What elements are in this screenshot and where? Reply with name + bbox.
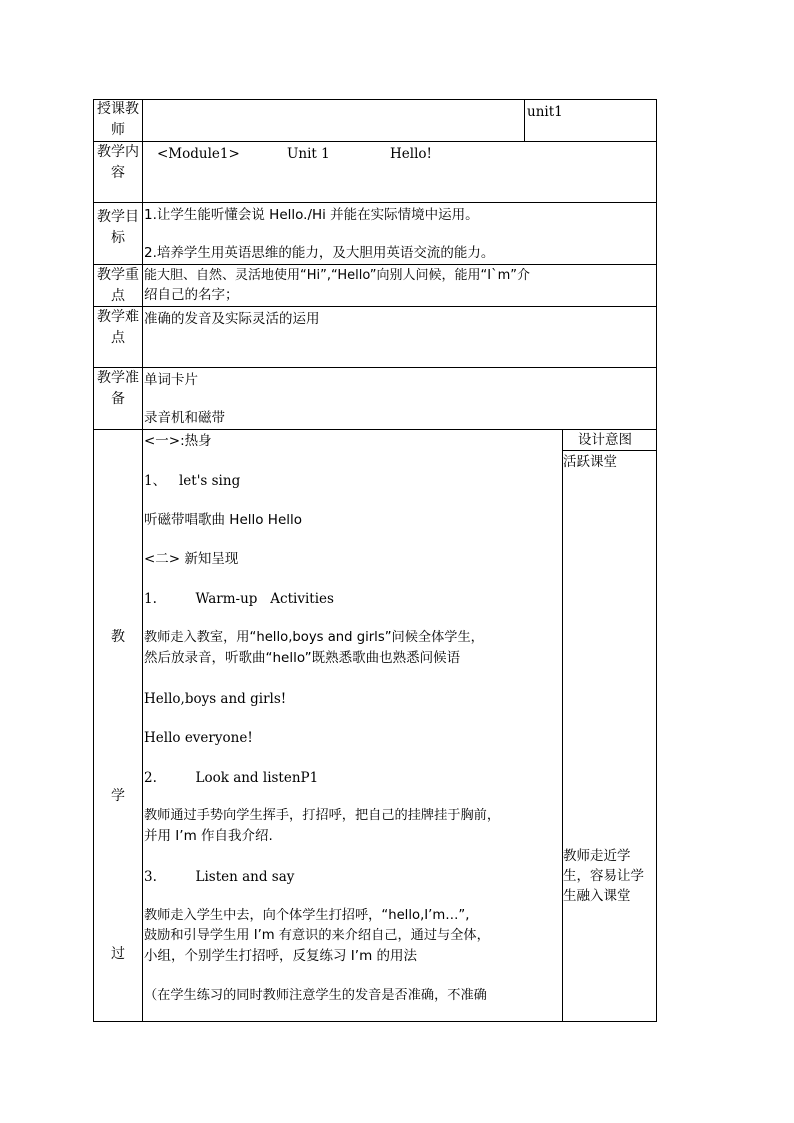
row-divider — [93, 367, 657, 368]
process-line: 2. Look and listenP1 — [144, 770, 319, 786]
process-line: 听磁带唱歌曲 Hello Hello — [144, 512, 303, 528]
process-line: 小组，个别学生打招呼，反复练习 I’m 的用法 — [144, 948, 418, 964]
row-divider — [93, 202, 657, 203]
process-line: 并用 I’m 作自我介绍. — [144, 828, 273, 844]
row-divider — [93, 429, 657, 430]
process-line: 教师通过手势向学生挥手，打招呼，把自己的挂牌挂于胸前， — [144, 808, 501, 823]
design-note: 活跃课堂 — [563, 454, 617, 470]
row-divider — [93, 141, 657, 142]
process-line: <一>:热身 — [144, 433, 212, 449]
process-line: 3. Listen and say — [144, 869, 295, 885]
preparation-item: 单词卡片 — [144, 372, 198, 388]
difficulties-text: 准确的发音及实际灵活的运用 — [144, 311, 320, 327]
goals-label: 教学目标 — [97, 209, 139, 246]
unit-cell-divider — [524, 99, 525, 141]
process-label-char: 教 — [111, 629, 125, 645]
design-intent-header: 设计意图 — [578, 432, 632, 448]
preparation-label: 教学准备 — [97, 370, 139, 407]
process-line: （在学生练习的同时教师注意学生的发音是否准确，不准确 — [144, 988, 487, 1003]
process-line: 鼓励和引导学生用 I’m 有意识的来介绍自己，通过与全体， — [144, 928, 490, 943]
process-line: Hello everyone! — [144, 730, 253, 746]
goal-item: 1.让学生能听懂会说 Hello./Hi 并能在实际情境中运用。 — [144, 207, 479, 223]
lesson-title: Hello! — [390, 146, 432, 162]
process-line: Hello,boys and girls! — [144, 691, 287, 707]
process-line: 然后放录音，听歌曲“hello”既熟悉歌曲也熟悉问候语 — [144, 650, 461, 666]
key-points-line: 能大胆、自然、灵活地使用“Hi”,“Hello”向别人问候，能用“I`m”介 — [144, 268, 531, 283]
process-label-char: 过 — [111, 946, 125, 962]
key-points-label: 教学重点 — [97, 267, 139, 304]
process-line: <二> 新知呈现 — [144, 551, 239, 567]
design-note: 教师走近学生，容易让学生融入课堂 — [563, 848, 644, 904]
goal-item: 2.培养学生用英语思维的能力，及大胆用英语交流的能力。 — [144, 245, 495, 261]
process-line: 教师走入教室，用“hello,boys and girls”问候全体学生， — [144, 630, 484, 645]
design-header-divider — [562, 450, 657, 451]
teacher-label: 授课教师 — [97, 101, 139, 138]
key-points-line: 绍自己的名字； — [144, 287, 239, 303]
content-label: 教学内容 — [97, 144, 139, 181]
row-divider — [93, 264, 657, 265]
module-name: <Module1> — [157, 146, 240, 162]
preparation-item: 录音机和磁带 — [144, 410, 225, 426]
process-line: 1、 let's sing — [144, 473, 241, 489]
row-divider — [93, 306, 657, 307]
design-column-divider — [562, 429, 563, 1022]
unit-name: Unit 1 — [287, 146, 330, 162]
process-line: 1. Warm-up Activities — [144, 591, 334, 607]
process-line: 教师走入学生中去，向个体学生打招呼，“hello,I’m…”, — [144, 908, 470, 923]
unit-label: unit1 — [527, 104, 563, 120]
difficulties-label: 教学难点 — [97, 309, 139, 346]
process-label-char: 学 — [111, 788, 125, 804]
